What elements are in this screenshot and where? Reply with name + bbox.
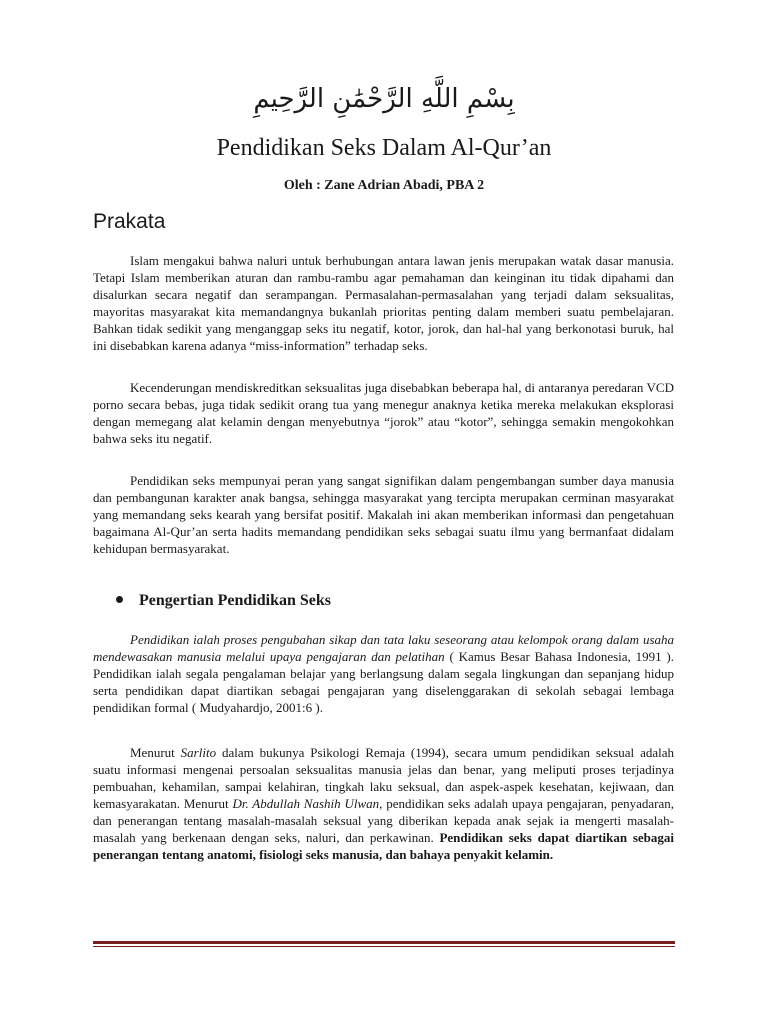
paragraph-text <box>93 744 674 863</box>
definition-italic: Pendidikan ialah proses pengubahan sikap dan tata laku seseorang atau kelompok orang dalam usaha mendewasakan manusia melalui upaya pengajaran dan pelatihan <box>93 632 674 664</box>
paragraph-text-rest: ( Kamus Besar Bahasa Indonesia, 1991 ). Pendidikan ialah segala pengalaman belajar yang berlangsung dalam segala lingkungan dan sepanjang hidup serta pendidikan dapat diartikan sebagai pengajaran yang diselenggarakan di sekolah sebagai lembaga pendidikan formal ( Mudyahardjo, 2001:6 ). <box>93 649 674 715</box>
paragraph-text <box>93 631 674 716</box>
author-line: Oleh : Zane Adrian Abadi, PBA 2 <box>283 178 485 193</box>
paragraph-2 <box>93 379 674 447</box>
paragraph-4 <box>93 631 674 716</box>
paragraph-1 <box>93 252 674 354</box>
paragraph-text: Pendidikan seks mempunyai peran yang sangat signifikan dalam pengembangan sumber daya manusia dan pembangunan karakter anak bangsa, sehingga masyarakat yang tercipta merupakan cerminan masyarakat yang memandang seks kearah yang bersifat positif. Makalah ini akan memberikan informasi dan pengetahuan bagaimana Al-Qur’an serta hadits memandang pendidikan seks sebagai suatu ilmu yang bermanfaat didalam kehidupan bermasyarakat. <box>93 473 674 556</box>
section-heading-pengertian <box>116 592 331 610</box>
text-run: Menurut <box>130 745 181 760</box>
paragraph-text: Kecenderungan mendiskreditkan seksualitas juga disebabkan beberapa hal, di antaranya peredaran VCD porno secara bebas, juga tidak sedikit orang tua yang menegur anaknya ketika mereka melakukan eksplorasi dengan memegang alat kelamin dengan menyebutnya “jorok” atau “kotor”, sehingga semakin mengokohkan bahwa seks itu negatif. <box>93 380 674 446</box>
bullet-icon <box>116 596 123 603</box>
emphasis-bold: Pendidikan seks dapat diartikan sebagai penerangan tentang anatomi, fisiologi seks manusia, dan bahaya penyakit kelamin. <box>93 830 674 862</box>
text-run: pendidikan seks adalah upaya pengajaran, penyadaran, dan penerangan tentang masalah-masalah seksual yang diberikan kepada anak sejak ia mengerti masalah-masalah yang berkenaan dengan seks, naluri, dan perkawinan. <box>93 796 674 845</box>
author-name-italic: Sarlito <box>180 745 217 760</box>
paragraph-5 <box>93 744 674 863</box>
paragraph-3 <box>93 472 674 557</box>
text-run: dalam bukunya Psikologi Remaja (1994), secara umum pendidikan seksual adalah suatu informasi mengenai persoalan seksualitas manusia jelas dan benar, yang meliputi proses terjadinya pembuahan, kehamilan, sampai kelahiran, tingkah laku seksual, dan aspek-aspek kesehatan, kejiwaan, dan kemasyarakatan. Menurut <box>93 745 674 811</box>
section-heading-prakata: Prakata <box>93 210 166 233</box>
footer-divider-thick <box>93 941 675 944</box>
paragraph-text: Islam mengakui bahwa naluri untuk berhubungan antara lawan jenis merupakan watak dasar manusia. Tetapi Islam memberikan aturan dan rambu-rambu agar pemahaman dan keinginan itu tidak dipahami dan disalurkan secara negatif dan serampangan. Permasalahan-permasalahan yang terjadi dalam seksualitas, mayoritas masyarakat kita memandangnya bukanlah prioritas penting dalam memberi suatu pembelajaran. Bahkan tidak sedikit yang menganggap seks itu negatif, kotor, jorok, dan hal-hal yang berkonotasi buruk, hal ini disebabkan karena adanya “miss-information” terhadap seks. <box>93 253 674 353</box>
footer-divider <box>93 941 675 947</box>
author-name-italic: Dr. Abdullah Nashih Ulwan, <box>232 796 383 811</box>
page-title: Pendidikan Seks Dalam Al-Qur’an <box>216 135 552 161</box>
basmala-heading: بِسْمِ اللَّهِ الرَّحْمَٰنِ الرَّحِيمِ <box>253 84 515 114</box>
footer-divider-thin <box>93 946 675 947</box>
section-heading-label: Pengertian Pendidikan Seks <box>139 592 332 609</box>
